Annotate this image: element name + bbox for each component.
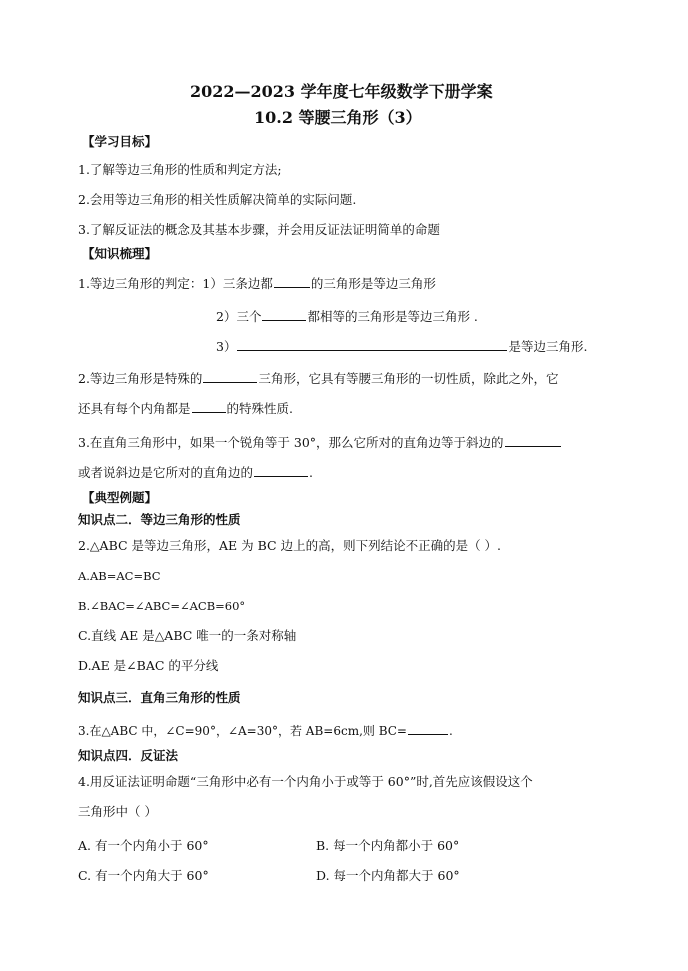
question-4-option-d[interactable]: D. 每一个内角都大于 60° xyxy=(316,868,460,883)
knowledge-1c-pre: 3） xyxy=(216,339,237,354)
knowledge-1c xyxy=(216,338,587,355)
knowledge-1a-post: 的三角形是等边三角形 xyxy=(310,276,436,291)
question-3-post: . xyxy=(448,724,453,738)
goal-item-3: 3.了解反证法的概念及其基本步骤，并会用反证法证明简单的命题 xyxy=(78,222,440,237)
question-2-option-b[interactable]: B.∠BAC=∠ABC=∠ACB=60° xyxy=(78,599,246,613)
question-4-option-c[interactable]: C. 有一个内角大于 60° xyxy=(78,868,209,883)
question-4-line2: 三角形中（ ） xyxy=(78,804,157,819)
knowledge-point-3: 知识点三．直角三角形的性质 xyxy=(78,690,241,705)
question-2-stem: 2.△ABC 是等边三角形，AE 为 BC 边上的高，则下列结论不正确的是（ ）. xyxy=(78,538,502,553)
knowledge-1b xyxy=(216,308,478,325)
answer-blank[interactable] xyxy=(237,338,507,351)
knowledge-2-line2 xyxy=(78,400,293,417)
answer-blank[interactable] xyxy=(254,464,308,477)
goal-item-1: 1.了解等边三角形的性质和判定方法; xyxy=(78,162,282,177)
answer-blank[interactable] xyxy=(505,434,561,447)
section-typical-examples: 【典型例题】 xyxy=(82,490,158,505)
answer-blank[interactable] xyxy=(192,400,226,413)
knowledge-1b-pre: 2）三个 xyxy=(216,309,262,324)
question-4-option-a[interactable]: A. 有一个内角小于 60° xyxy=(78,838,209,853)
question-3 xyxy=(78,722,453,739)
question-4-option-b[interactable]: B. 每一个内角都小于 60° xyxy=(316,838,460,853)
knowledge-2b-post: 的特殊性质. xyxy=(226,401,293,416)
question-4-line1: 4.用反证法证明命题“三角形中必有一个内角小于或等于 60°”时,首先应该假设这个 xyxy=(78,774,533,789)
doc-subtitle: 10.2 等腰三角形（3） xyxy=(254,108,422,127)
knowledge-point-2: 知识点二．等边三角形的性质 xyxy=(78,512,241,527)
knowledge-point-4: 知识点四．反证法 xyxy=(78,748,179,763)
knowledge-2-post: 三角形，它具有等腰三角形的一切性质，除此之外，它 xyxy=(258,371,559,386)
question-2-option-a[interactable]: A.AB=AC=BC xyxy=(78,569,161,583)
question-2-option-d[interactable]: D.AE 是∠BAC 的平分线 xyxy=(78,658,219,673)
knowledge-2b-pre: 还具有每个内角都是 xyxy=(78,401,191,416)
section-learning-goals: 【学习目标】 xyxy=(82,134,158,149)
answer-blank[interactable] xyxy=(274,275,310,288)
answer-blank[interactable] xyxy=(262,308,306,321)
knowledge-2-line1 xyxy=(78,370,558,387)
knowledge-1a xyxy=(78,275,436,292)
doc-title: 2022—2023 学年度七年级数学下册学案 xyxy=(190,82,493,101)
knowledge-3b-post: . xyxy=(309,465,313,480)
question-2-option-c[interactable]: C.直线 AE 是△ABC 唯一的一条对称轴 xyxy=(78,628,297,643)
knowledge-3-text: 3.在直角三角形中，如果一个锐角等于 30°，那么它所对的直角边等于斜边的 xyxy=(78,435,504,450)
knowledge-1c-post: 是等边三角形. xyxy=(508,339,588,354)
knowledge-1b-post: 都相等的三角形是等边三角形 . xyxy=(307,309,478,324)
answer-blank[interactable] xyxy=(408,722,448,735)
section-knowledge-review: 【知识梳理】 xyxy=(82,246,158,261)
answer-blank[interactable] xyxy=(203,370,257,383)
goal-item-2: 2.会用等边三角形的相关性质解决简单的实际问题. xyxy=(78,192,357,207)
knowledge-3-line2 xyxy=(78,464,313,481)
knowledge-2-pre: 2.等边三角形是特殊的 xyxy=(78,371,203,386)
knowledge-3-line1 xyxy=(78,434,562,451)
question-3-text: 3.在△ABC 中，∠C=90°，∠A=30°，若 AB=6cm,则 BC= xyxy=(78,724,407,738)
knowledge-1a-pre: 1.等边三角形的判定：1）三条边都 xyxy=(78,276,273,291)
knowledge-3b-pre: 或者说斜边是它所对的直角边的 xyxy=(78,465,254,480)
